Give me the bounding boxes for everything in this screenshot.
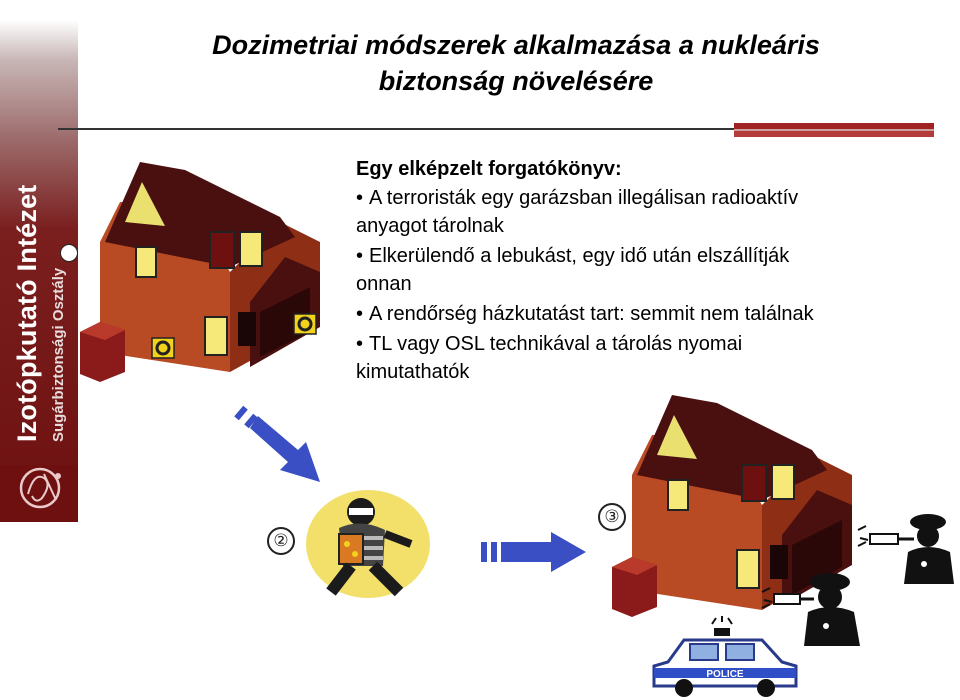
institute-logo-icon: [18, 464, 66, 514]
title-divider-accent: [734, 123, 934, 137]
scenario-block: [356, 154, 936, 388]
burglar-carrying-box-icon: [303, 488, 433, 600]
blue-arrow-icon: [481, 532, 586, 572]
list-item: [356, 300, 936, 328]
list-item-text: onnan: [356, 273, 412, 295]
police-officer-icon: [858, 512, 958, 592]
list-item-text: Elkerülendő a lebukást, egy idő után elszállítják: [369, 245, 790, 267]
scenario-list: [356, 184, 936, 386]
page-title-line1: Dozimetriai módszerek alkalmazása a nukleáris: [212, 30, 820, 60]
list-item-text: TL vagy OSL technikával a tárolás nyomai: [369, 333, 743, 355]
dosimeter-icon: [870, 534, 898, 544]
list-item-text: A rendőrség házkutatást tart: semmit nem találnak: [369, 303, 814, 325]
bullet-mark: •: [356, 245, 364, 267]
house-with-radiation-icon: [80, 162, 330, 382]
bullet-mark: •: [356, 333, 364, 355]
list-item-text: A terroristák egy garázsban illegálisan radioaktív: [369, 187, 799, 209]
step-2-marker: ②: [267, 527, 295, 555]
list-item-text: kimutathatók: [356, 361, 470, 383]
dosimeter-icon: [774, 594, 800, 604]
bullet-mark: •: [356, 187, 364, 209]
title-divider: [58, 128, 738, 130]
police-car-icon: [650, 616, 800, 698]
list-item: [356, 242, 936, 298]
bullet-mark: •: [356, 303, 364, 325]
list-item-text: anyagot tárolnak: [356, 215, 504, 237]
institute-name: Izotópkutató Intézet: [12, 184, 42, 442]
list-item: [356, 184, 936, 240]
blue-arrow-icon: [238, 404, 328, 484]
department-name: Sugárbiztonsági Osztály: [50, 267, 67, 442]
list-item: [356, 330, 936, 386]
police-car-label: POLICE: [706, 669, 744, 680]
sidebar-circle: [60, 244, 78, 262]
page-title: [96, 27, 936, 99]
scenario-heading: Egy elképzelt forgatókönyv:: [356, 158, 622, 180]
step-3-marker: ③: [598, 503, 626, 531]
page-title-line2: biztonság növelésére: [378, 66, 654, 96]
